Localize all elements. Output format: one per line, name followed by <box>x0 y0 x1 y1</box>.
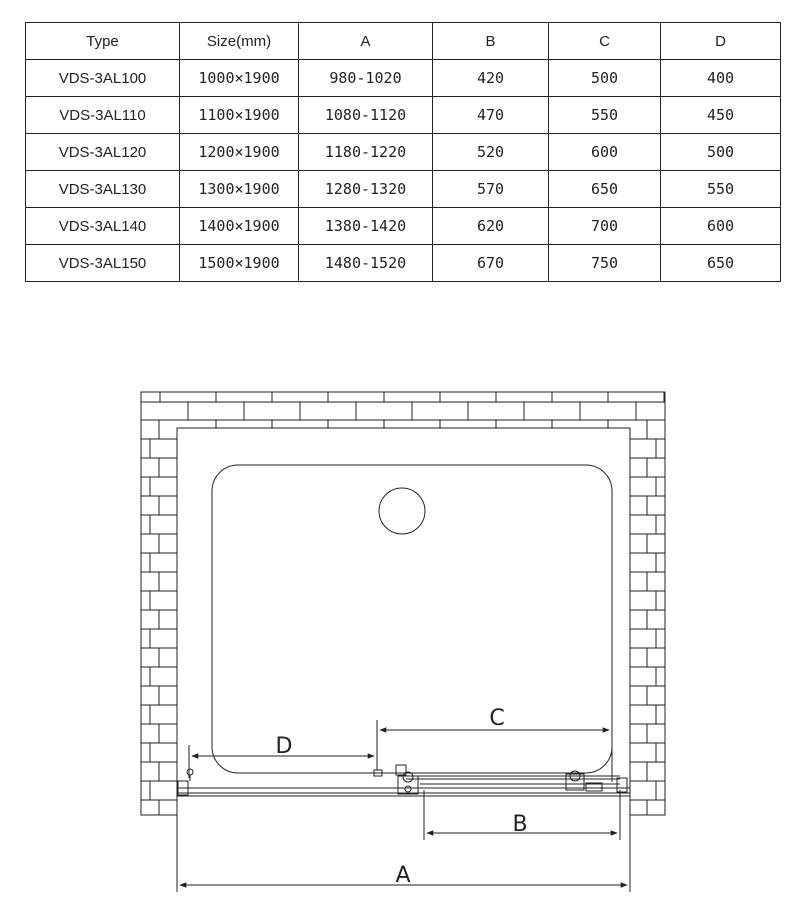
cell-c: 500 <box>549 60 661 97</box>
header-d: D <box>661 23 781 60</box>
cell-type: VDS-3AL120 <box>26 134 180 171</box>
cell-d: 500 <box>661 134 781 171</box>
cell-b: 570 <box>433 171 549 208</box>
cell-size: 1300×1900 <box>180 171 299 208</box>
cell-d: 650 <box>661 245 781 282</box>
cell-a: 1180-1220 <box>299 134 433 171</box>
cell-b: 670 <box>433 245 549 282</box>
brick-wall <box>141 392 665 815</box>
header-b: B <box>433 23 549 60</box>
cell-a: 1080-1120 <box>299 97 433 134</box>
cell-type: VDS-3AL150 <box>26 245 180 282</box>
cell-type: VDS-3AL140 <box>26 208 180 245</box>
cell-b: 470 <box>433 97 549 134</box>
cell-c: 600 <box>549 134 661 171</box>
cell-type: VDS-3AL110 <box>26 97 180 134</box>
cell-d: 600 <box>661 208 781 245</box>
cell-c: 700 <box>549 208 661 245</box>
cell-size: 1400×1900 <box>180 208 299 245</box>
cell-size: 1500×1900 <box>180 245 299 282</box>
cell-d: 450 <box>661 97 781 134</box>
header-type: Type <box>26 23 180 60</box>
cell-a: 980-1020 <box>299 60 433 97</box>
dimension-b-label: B <box>512 812 528 837</box>
cell-d: 400 <box>661 60 781 97</box>
cell-type: VDS-3AL130 <box>26 171 180 208</box>
cell-c: 750 <box>549 245 661 282</box>
cell-size: 1200×1900 <box>180 134 299 171</box>
dimension-d-label: D <box>275 734 293 759</box>
cell-type: VDS-3AL100 <box>26 60 180 97</box>
cell-b: 420 <box>433 60 549 97</box>
cell-size: 1100×1900 <box>180 97 299 134</box>
cell-b: 520 <box>433 134 549 171</box>
cell-size: 1000×1900 <box>180 60 299 97</box>
cell-c: 650 <box>549 171 661 208</box>
cell-a: 1380-1420 <box>299 208 433 245</box>
cell-a: 1280-1320 <box>299 171 433 208</box>
drain-icon <box>379 488 425 534</box>
cell-b: 620 <box>433 208 549 245</box>
header-c: C <box>549 23 661 60</box>
door-rail <box>177 765 630 796</box>
cell-c: 550 <box>549 97 661 134</box>
shower-tray <box>212 465 612 773</box>
brick-pattern <box>141 392 665 815</box>
cell-d: 550 <box>661 171 781 208</box>
header-size: Size(mm) <box>180 23 299 60</box>
dimension-a-label: A <box>395 863 411 888</box>
header-a: A <box>299 23 433 60</box>
dimension-c-label: C <box>489 706 505 731</box>
cell-a: 1480-1520 <box>299 245 433 282</box>
